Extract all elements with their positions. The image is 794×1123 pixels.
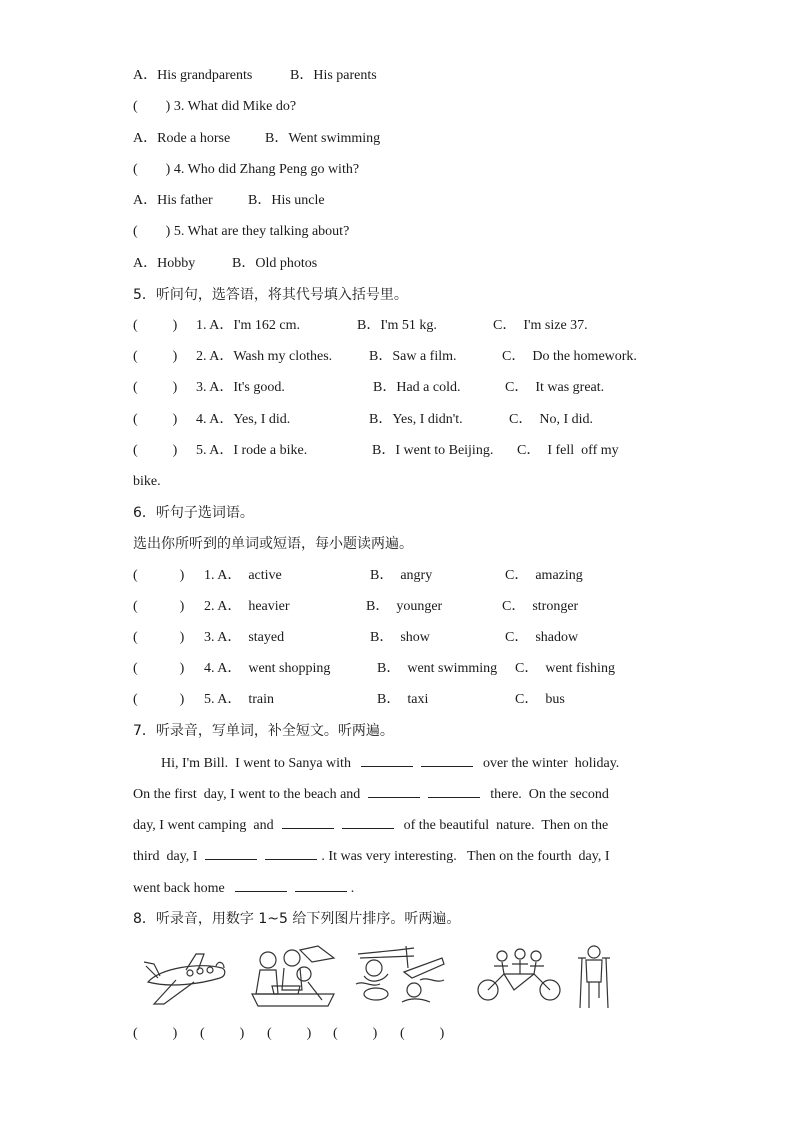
option-a: A．His father (133, 193, 213, 208)
question-4: ( ) 4. Who did Zhang Peng go with? (133, 162, 360, 177)
option-b: B．Went swimming (265, 131, 381, 146)
blank-field[interactable] (421, 754, 473, 767)
option-c: C． went fishing (515, 661, 615, 676)
picnic-picture (248, 944, 338, 1008)
answer-paren: ( ) (267, 1026, 312, 1041)
answer-paren: ( ) (133, 1026, 178, 1041)
option-a: A．Hobby (133, 256, 196, 271)
option-a: 1. A． active (204, 568, 282, 583)
option-b: B．His parents (290, 68, 377, 83)
answer-paren: ( ) (133, 443, 178, 458)
option-c: C． stronger (502, 599, 579, 614)
passage-line-3: day, I went camping and of the beautiful nature. Then on the (133, 818, 609, 833)
blank-field[interactable] (361, 754, 413, 767)
section-7-title: 7．听录音，写单词，补全短文。听两遍。 (133, 723, 394, 739)
option-a: 4. A．Yes, I did. (196, 412, 291, 427)
wrapped-text: bike. (133, 474, 161, 489)
blank-field[interactable] (368, 785, 420, 798)
answer-paren: ( ) (133, 349, 178, 364)
answer-paren: ( ) (133, 692, 185, 707)
answer-paren: ( ) (133, 599, 185, 614)
option-c: C． I fell off my (517, 443, 619, 458)
section-6-subtitle: 选出你所听到的单词或短语，每小题读两遍。 (133, 536, 413, 552)
option-b: B． went swimming (377, 661, 498, 676)
answer-paren: ( ) (133, 568, 185, 583)
blank-field[interactable] (282, 816, 334, 829)
blank-field[interactable] (265, 847, 317, 860)
section-5-title: 5．听问句，选答语，将其代号填入括号里。 (133, 287, 408, 303)
option-b: B． angry (370, 568, 433, 583)
blank-field[interactable] (295, 879, 347, 892)
passage-line-5: went back home . (133, 881, 355, 896)
passage-line-2: On the first day, I went to the beach and there. On the second (133, 787, 609, 802)
option-a: 1. A．I'm 162 cm. (196, 318, 301, 333)
option-a: 2. A． heavier (204, 599, 290, 614)
option-b: B． taxi (377, 692, 429, 707)
option-b: B． younger (366, 599, 443, 614)
answer-paren: ( ) (333, 1026, 378, 1041)
swimming-picture (354, 944, 448, 1008)
option-b: B．I'm 51 kg. (357, 318, 437, 333)
section-6-title: 6．听句子选词语。 (133, 505, 254, 521)
option-b: B． show (370, 630, 430, 645)
option-c: C． shadow (505, 630, 579, 645)
airplane-picture (140, 944, 230, 1008)
answer-paren: ( ) (133, 380, 178, 395)
option-a: 3. A． stayed (204, 630, 285, 645)
option-c: C． Do the homework. (502, 349, 637, 364)
option-b: B．Yes, I didn't. (369, 412, 463, 427)
option-b: B．Had a cold. (373, 380, 461, 395)
passage-line-1: Hi, I'm Bill. I went to Sanya with over the winter holiday. (161, 756, 620, 771)
answer-paren: ( ) (133, 318, 178, 333)
answer-paren: ( ) (200, 1026, 245, 1041)
option-c: C． No, I did. (509, 412, 593, 427)
answer-paren: ( ) (133, 661, 185, 676)
answer-paren: ( ) (400, 1026, 445, 1041)
option-c: C． I'm size 37. (493, 318, 588, 333)
blank-field[interactable] (235, 879, 287, 892)
question-3: ( ) 3. What did Mike do? (133, 99, 297, 114)
answer-paren: ( ) (133, 630, 185, 645)
option-a: 4. A． went shopping (204, 661, 331, 676)
section-8-title: 8．听录音，用数字 1~5 给下列图片排序。听两遍。 (133, 911, 461, 927)
option-a: 5. A． train (204, 692, 274, 707)
option-a: A．Rode a horse (133, 131, 231, 146)
option-b: B．I went to Beijing. (372, 443, 494, 458)
blank-field[interactable] (428, 785, 480, 798)
bicycle-picture (474, 944, 564, 1008)
option-a: 5. A．I rode a bike. (196, 443, 308, 458)
answer-paren: ( ) (133, 412, 178, 427)
option-b: B．Saw a film. (369, 349, 457, 364)
crutches-picture (574, 944, 614, 1012)
passage-line-4: third day, I . It was very interesting. Then on the fourth day, I (133, 849, 610, 864)
blank-field[interactable] (205, 847, 257, 860)
blank-field[interactable] (342, 816, 394, 829)
option-a: 3. A．It's good. (196, 380, 285, 395)
option-c: C． bus (515, 692, 565, 707)
option-c: C． amazing (505, 568, 583, 583)
question-5: ( ) 5. What are they talking about? (133, 224, 350, 239)
option-a: 2. A．Wash my clothes. (196, 349, 333, 364)
option-b: B．Old photos (232, 256, 318, 271)
option-c: C． It was great. (505, 380, 605, 395)
option-b: B．His uncle (248, 193, 325, 208)
option-a: A．His grandparents (133, 68, 253, 83)
